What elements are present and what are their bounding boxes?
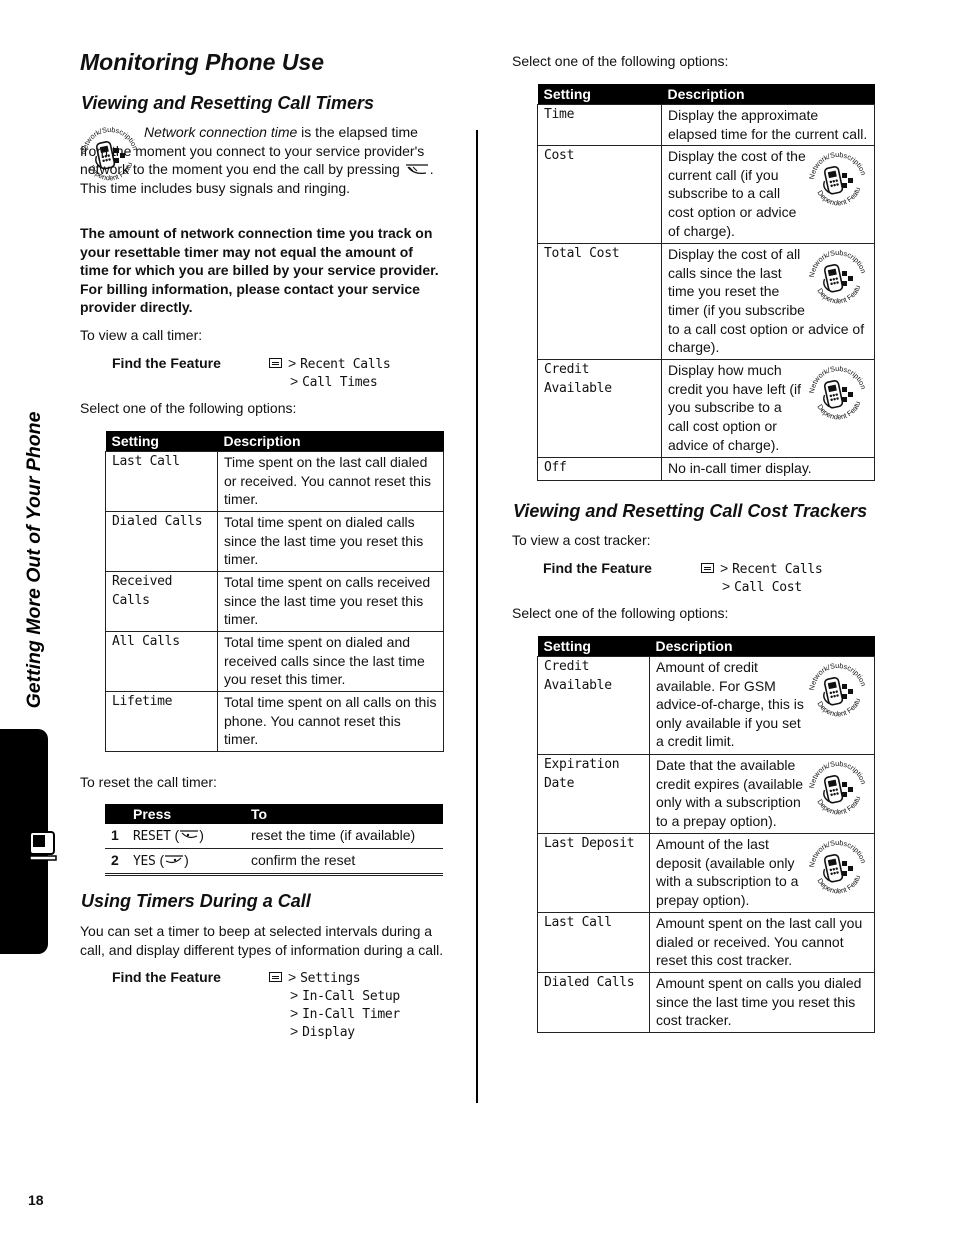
setting-cell: Off xyxy=(538,458,662,481)
description-cell: Total time spent on dialed calls since the last time you reset this timer. xyxy=(218,512,444,572)
right-softkey-icon xyxy=(164,854,184,866)
menu-key-icon xyxy=(269,358,282,368)
table-row xyxy=(538,657,875,755)
setting-cell: Last Call xyxy=(538,913,650,973)
section-heading-cost-trackers: Viewing and Resetting Call Cost Trackers xyxy=(513,501,868,521)
find-feature-label: Find the Feature xyxy=(112,355,221,371)
section-heading-timers-during-call: Using Timers During a Call xyxy=(81,891,311,911)
path-step: Recent Calls xyxy=(732,562,823,577)
table-row xyxy=(538,755,875,834)
reset-timer-text: To reset the call timer: xyxy=(80,774,217,790)
table-header: Description xyxy=(662,84,875,105)
path-step: Settings xyxy=(300,971,361,986)
description-cell: Display the cost of all calls since the last time you reset the timer (if you subscribe to a call cost option or advice of charge). xyxy=(662,244,875,360)
view-timer-text: To view a call timer: xyxy=(80,327,203,343)
table-header: To xyxy=(245,804,443,824)
setting-cell: Received Calls xyxy=(106,572,218,632)
table-row xyxy=(538,913,875,973)
cost-tracker-table xyxy=(537,636,875,1033)
setting-cell: Dialed Calls xyxy=(538,973,650,1033)
find-feature-label: Find the Feature xyxy=(112,969,221,985)
select-options-text: Select one of the following options: xyxy=(512,605,729,621)
feature-path-call-times: > Recent Calls > Call Times xyxy=(269,355,390,391)
table-header: Press xyxy=(127,804,245,824)
table-row xyxy=(106,632,444,692)
path-step: Recent Calls xyxy=(300,357,391,372)
table-row: 2 YES ( ) confirm the reset xyxy=(105,849,443,875)
table-header: Description xyxy=(650,636,875,657)
select-options-text: Select one of the following options: xyxy=(512,53,729,69)
table-header: Setting xyxy=(538,84,662,105)
description-cell: Total time spent on dialed and received calls since the last time you reset this timer. xyxy=(218,632,444,692)
step-number: 1 xyxy=(105,824,127,849)
in-call-timer-table xyxy=(537,84,875,481)
timers-during-call-paragraph: You can set a timer to beep at selected intervals during a call, and display different types of information during a call. xyxy=(80,923,444,958)
setting-cell: Last Call xyxy=(106,452,218,512)
step-action: confirm the reset xyxy=(245,849,443,875)
description-cell: Date that the available credit expires (available only with a subscription to a prepay option). xyxy=(650,755,875,834)
softkey-label: RESET xyxy=(133,829,171,844)
page-title: Monitoring Phone Use xyxy=(80,49,325,75)
description-cell: No in-call timer display. xyxy=(662,458,875,481)
feature-path-in-call-timer: > Settings > In-Call Setup > In-Call Timer > Display xyxy=(269,969,400,1041)
left-softkey-icon xyxy=(179,829,199,841)
table-row xyxy=(106,572,444,632)
path-step: Call Times xyxy=(302,375,378,390)
setting-cell: Lifetime xyxy=(106,692,218,752)
table-row xyxy=(538,973,875,1033)
step-number: 2 xyxy=(105,849,127,875)
table-row xyxy=(106,452,444,512)
description-cell: Time spent on the last call dialed or received. You cannot reset this timer. xyxy=(218,452,444,512)
setting-cell: Dialed Calls xyxy=(106,512,218,572)
setting-cell: Credit Available xyxy=(538,657,650,755)
select-options-text: Select one of the following options: xyxy=(80,400,297,416)
softkey-label: YES xyxy=(133,854,156,869)
billing-warning: The amount of network connection time you track on your resettable timer may not equal the amount of time for which you are billed by your service provider. For billing information, please contact your service provider directly. xyxy=(80,225,439,315)
path-step: In-Call Timer xyxy=(302,1007,400,1022)
network-subscription-dependent-feature-icon xyxy=(808,835,868,905)
table-row xyxy=(538,360,875,458)
setting-cell: Time xyxy=(538,105,662,146)
network-subscription-dependent-feature-icon xyxy=(808,756,868,826)
setting-cell: Expiration Date xyxy=(538,755,650,834)
intro-paragraph: Network connection time is the elapsed time from the moment you connect to your service provider's network to the moment you end the call by pressing . This time includes busy signals and ringing. xyxy=(80,124,434,196)
call-timer-table xyxy=(105,431,444,752)
setting-cell: All Calls xyxy=(106,632,218,692)
view-cost-tracker-text: To view a cost tracker: xyxy=(512,532,651,548)
table-row xyxy=(538,458,875,481)
section-heading-call-timers: Viewing and Resetting Call Timers xyxy=(81,93,375,113)
path-step: Display xyxy=(302,1025,355,1040)
reset-steps-table xyxy=(105,804,443,876)
description-cell: Total time spent on calls received since the last time you reset this timer. xyxy=(218,572,444,632)
setting-cell: Cost xyxy=(538,146,662,244)
end-key-icon xyxy=(404,163,430,176)
network-subscription-dependent-feature-icon xyxy=(808,147,868,217)
setting-cell: Total Cost xyxy=(538,244,662,360)
table-row xyxy=(538,244,875,360)
table-row xyxy=(106,512,444,572)
menu-key-icon xyxy=(701,563,714,573)
table-row xyxy=(106,692,444,752)
description-cell: Total time spent on all calls on this phone. You cannot reset this timer. xyxy=(218,692,444,752)
find-feature-label: Find the Feature xyxy=(543,560,652,576)
description-cell: Amount of credit available. For GSM advice-of-charge, this is only available if you set a credit limit. xyxy=(650,657,875,755)
table-header: Setting xyxy=(538,636,650,657)
table-row xyxy=(538,146,875,244)
table-row xyxy=(538,105,875,146)
description-cell: Display how much credit you have left (if you subscribe to a call cost option or advice of charge). xyxy=(662,360,875,458)
phone-keypad-icon xyxy=(29,826,73,862)
table-row xyxy=(538,834,875,913)
setting-cell: Last Deposit xyxy=(538,834,650,913)
column-divider xyxy=(476,130,478,1103)
description-cell: Amount spent on calls you dialed since the last time you reset this cost tracker. xyxy=(650,973,875,1033)
path-step: Call Cost xyxy=(734,580,802,595)
path-step: In-Call Setup xyxy=(302,989,400,1004)
description-cell: Display the cost of the current call (if you subscribe to a call cost option or advice of charge). xyxy=(662,146,875,244)
setting-cell: Credit Available xyxy=(538,360,662,458)
menu-key-icon xyxy=(269,972,282,982)
network-subscription-dependent-feature-icon xyxy=(808,658,868,728)
table-header: Description xyxy=(218,431,444,452)
feature-path-call-cost: > Recent Calls > Call Cost xyxy=(701,560,822,596)
page-number: 18 xyxy=(28,1192,44,1208)
step-action: reset the time (if available) xyxy=(245,824,443,849)
description-cell: Amount of the last deposit (available only with a subscription to a prepay option). xyxy=(650,834,875,913)
description-cell: Amount spent on the last call you dialed or received. You cannot reset this cost tracker. xyxy=(650,913,875,973)
network-subscription-dependent-feature-icon xyxy=(808,245,868,315)
table-header: Setting xyxy=(106,431,218,452)
table-row: 1 RESET ( ) reset the time (if available) xyxy=(105,824,443,849)
network-subscription-dependent-feature-icon xyxy=(808,361,868,431)
description-cell: Display the approximate elapsed time for the current call. xyxy=(662,105,875,146)
